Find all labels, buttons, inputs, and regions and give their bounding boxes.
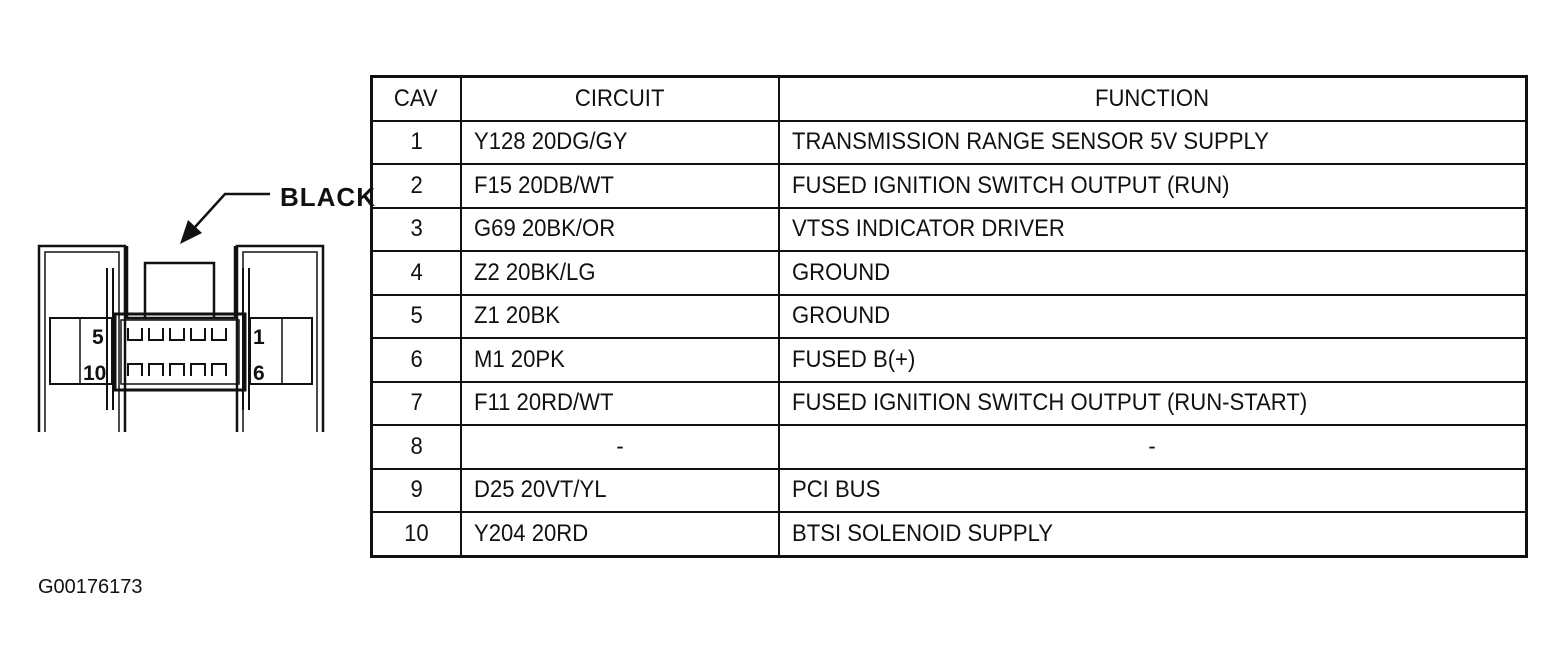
cell-circuit: F15 20DB/WT [461,164,779,208]
pin-label-top-right: 1 [253,326,265,349]
cell-function: TRANSMISSION RANGE SENSOR 5V SUPPLY [779,121,1527,165]
cell-cav: 1 [372,121,461,165]
header-cav: CAV [372,77,461,121]
cell-cav: 4 [372,251,461,295]
cell-cav: 9 [372,469,461,513]
cavity-row-bottom [128,364,226,376]
table-header-row [372,77,1527,121]
table-row [372,469,1527,513]
cell-cav: 5 [372,295,461,339]
cell-cav: 7 [372,382,461,426]
table-row [372,295,1527,339]
cell-circuit: G69 20BK/OR [461,208,779,252]
table-row [372,121,1527,165]
cell-function: FUSED IGNITION SWITCH OUTPUT (RUN-START) [779,382,1527,426]
header-circuit: CIRCUIT [461,77,779,121]
pin-label-top-left: 5 [92,326,104,349]
table-row [372,512,1527,556]
cavity-row-top [128,328,226,340]
table-row [372,382,1527,426]
cell-circuit: D25 20VT/YL [461,469,779,513]
cell-circuit: - [461,425,779,469]
table-row [372,425,1527,469]
cell-cav: 2 [372,164,461,208]
table-row [372,251,1527,295]
cell-cav: 8 [372,425,461,469]
cell-circuit: F11 20RD/WT [461,382,779,426]
pinout-table [370,75,1528,558]
table-row [372,164,1527,208]
cell-function: FUSED IGNITION SWITCH OUTPUT (RUN) [779,164,1527,208]
table-row [372,338,1527,382]
connector-cavity-block [115,314,245,390]
cell-function: PCI BUS [779,469,1527,513]
pin-label-bottom-left: 10 [83,362,107,385]
cell-function: VTSS INDICATOR DRIVER [779,208,1527,252]
cell-circuit: Y204 20RD [461,512,779,556]
cell-cav: 3 [372,208,461,252]
cell-circuit: Z1 20BK [461,295,779,339]
cell-cav: 10 [372,512,461,556]
cell-cav: 6 [372,338,461,382]
table-row [372,208,1527,252]
cell-function: GROUND [779,251,1527,295]
connector-latch [127,246,235,318]
cell-circuit: M1 20PK [461,338,779,382]
cell-function: FUSED B(+) [779,338,1527,382]
cell-function: BTSI SOLENOID SUPPLY [779,512,1527,556]
connector-color-label: BLACK [280,182,376,212]
connector-diagram [0,0,376,440]
cell-circuit: Z2 20BK/LG [461,251,779,295]
figure-id: G00176173 [38,576,143,598]
pin-label-bottom-right: 6 [253,362,265,385]
cell-function: GROUND [779,295,1527,339]
header-function: FUNCTION [779,77,1527,121]
cell-circuit: Y128 20DG/GY [461,121,779,165]
cell-function: - [779,425,1527,469]
